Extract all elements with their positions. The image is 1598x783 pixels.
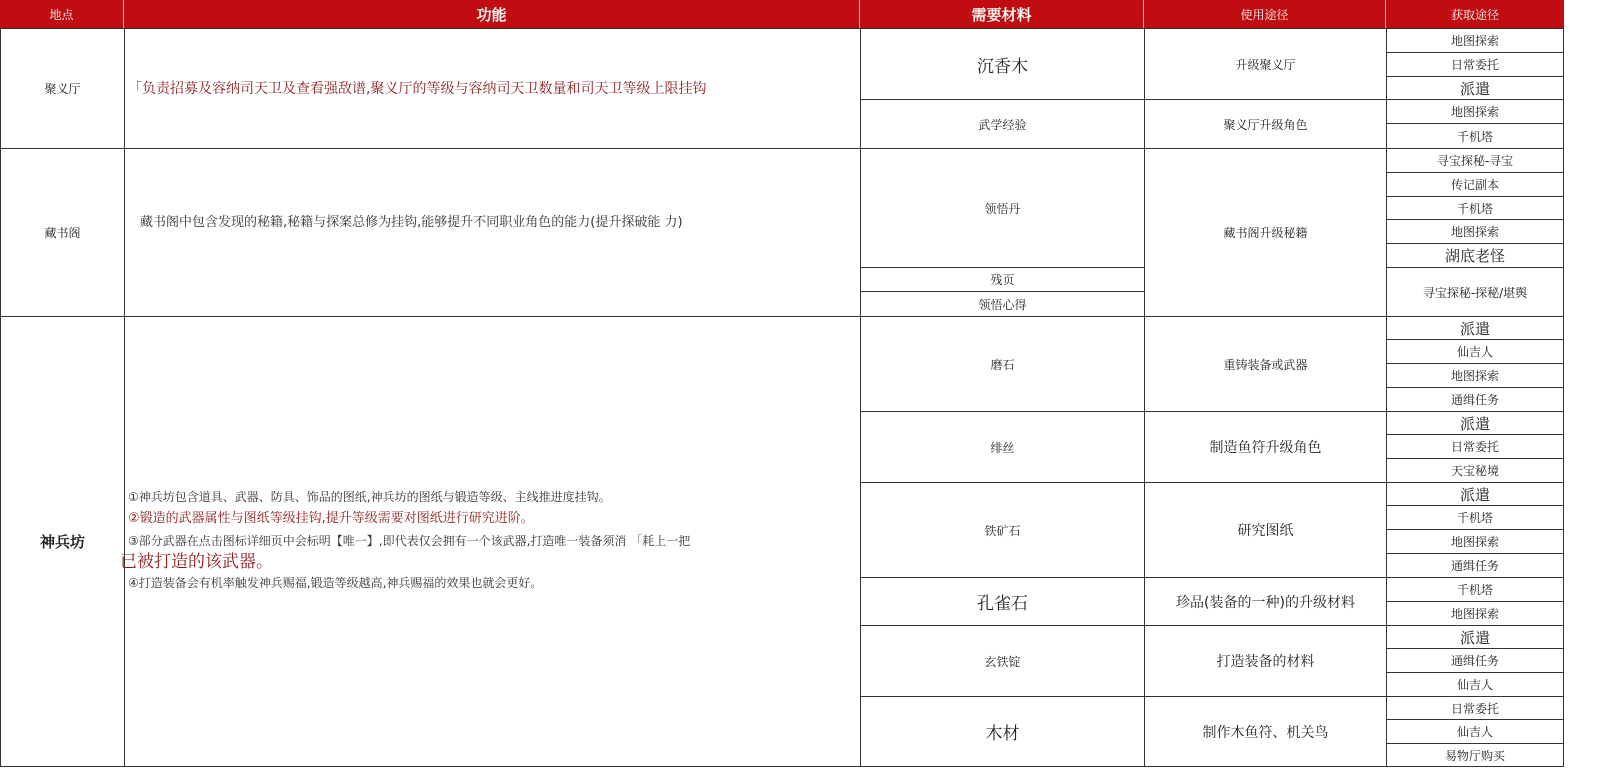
source-item: 千机塔 <box>1386 577 1564 602</box>
location-cell: 聚义厅 <box>0 28 125 149</box>
source-item: 易物厅购买 <box>1386 743 1564 767</box>
source-item: 地图探索 <box>1386 529 1564 554</box>
material-name: 领悟心得 <box>860 291 1145 317</box>
material-name: 领悟丹 <box>860 148 1145 268</box>
function-text: 「负责招募及容纳司天卫及查看强敌谱,聚义厅的等级与容纳司天卫数量和司天卫等级上限挂钩 <box>128 81 707 97</box>
source-item: 派遣 <box>1386 625 1564 649</box>
material-name: 沉香木 <box>860 28 1145 100</box>
location-cell: 神兵坊 <box>0 316 125 767</box>
source-item: 派遣 <box>1386 482 1564 506</box>
source-item: 传记副本 <box>1386 172 1564 197</box>
function-cell <box>124 148 861 317</box>
material-usage: 重铸装备或武器 <box>1144 316 1387 412</box>
function-text: 藏书阁中包含发现的秘籍,秘籍与探案总修为挂钩,能够提升不同职业角色的能力(提升探破能 力) <box>140 215 683 230</box>
material-usage: 升级聚义厅 <box>1144 28 1387 100</box>
source-item: 千机塔 <box>1386 123 1564 149</box>
function-line: ②锻造的武器属性与图纸等级挂钩,提升等级需要对图纸进行研究进阶。 <box>128 511 534 526</box>
material-usage: 打造装备的材料 <box>1144 625 1387 697</box>
source-item: 日常委托 <box>1386 696 1564 720</box>
source-item: 千机塔 <box>1386 505 1564 530</box>
material-usage: 聚义厅升级角色 <box>1144 99 1387 149</box>
function-line: ①神兵坊包含道具、武器、防具、饰品的图纸,神兵坊的图纸与锻造等级、主线推进度挂钩。 <box>128 490 611 504</box>
function-line: ④打造装备会有机率触发神兵赐福,锻造等级越高,神兵赐福的效果也就会更好。 <box>128 576 543 590</box>
material-name: 残页 <box>860 267 1145 292</box>
source-item: 通缉任务 <box>1386 387 1564 412</box>
material-usage: 藏书阁升级秘籍 <box>1144 148 1387 317</box>
function-line: 已被打造的该武器。 <box>120 552 273 572</box>
material-usage: 研究图纸 <box>1144 482 1387 578</box>
source-item: 地图探索 <box>1386 601 1564 626</box>
function-line: ③部分武器在点击图标详细页中会标明【唯一】,即代表仅会拥有一个该武器,打造唯一装备须消 「耗上一把 <box>128 534 691 548</box>
header-usage: 使用途径 <box>1144 0 1386 28</box>
material-usage: 制造鱼符升级角色 <box>1144 411 1387 483</box>
material-name: 绯丝 <box>860 411 1145 483</box>
source-item: 通缉任务 <box>1386 553 1564 578</box>
source-item: 地图探索 <box>1386 28 1564 53</box>
source-item: 地图探索 <box>1386 363 1564 388</box>
source-item: 派遣 <box>1386 76 1564 100</box>
material-name: 武学经验 <box>860 99 1145 149</box>
material-usage: 制作木鱼符、机关鸟 <box>1144 696 1387 767</box>
source-item: 仙吉人 <box>1386 719 1564 744</box>
material-name: 木材 <box>860 696 1145 767</box>
source-item: 湖底老怪 <box>1386 243 1564 268</box>
source-item: 通缉任务 <box>1386 648 1564 673</box>
source-item: 日常委托 <box>1386 434 1564 459</box>
source-item: 千机塔 <box>1386 196 1564 220</box>
material-name: 玄铁锭 <box>860 625 1145 697</box>
source-item: 寻宝探秘-探秘/堪舆 <box>1386 267 1564 317</box>
header-function: 功能 <box>124 0 860 28</box>
source-item: 仙吉人 <box>1386 672 1564 697</box>
header-location: 地点 <box>0 0 124 28</box>
source-item: 天宝秘境 <box>1386 458 1564 483</box>
source-item: 寻宝探秘-寻宝 <box>1386 148 1564 173</box>
source-item: 派遣 <box>1386 316 1564 340</box>
source-item: 日常委托 <box>1386 52 1564 77</box>
material-name: 孔雀石 <box>860 577 1145 626</box>
source-item: 仙吉人 <box>1386 339 1564 364</box>
source-item: 派遣 <box>1386 411 1564 435</box>
header-materials: 需要材料 <box>860 0 1144 28</box>
function-text-block <box>120 486 691 594</box>
material-usage: 珍品(装备的一种)的升级材料 <box>1144 577 1387 626</box>
source-item: 地图探索 <box>1386 219 1564 244</box>
location-cell: 藏书阁 <box>0 148 125 317</box>
header-source: 获取途径 <box>1386 0 1564 28</box>
material-name: 铁矿石 <box>860 482 1145 578</box>
source-item: 地图探索 <box>1386 99 1564 124</box>
material-name: 磨石 <box>860 316 1145 412</box>
